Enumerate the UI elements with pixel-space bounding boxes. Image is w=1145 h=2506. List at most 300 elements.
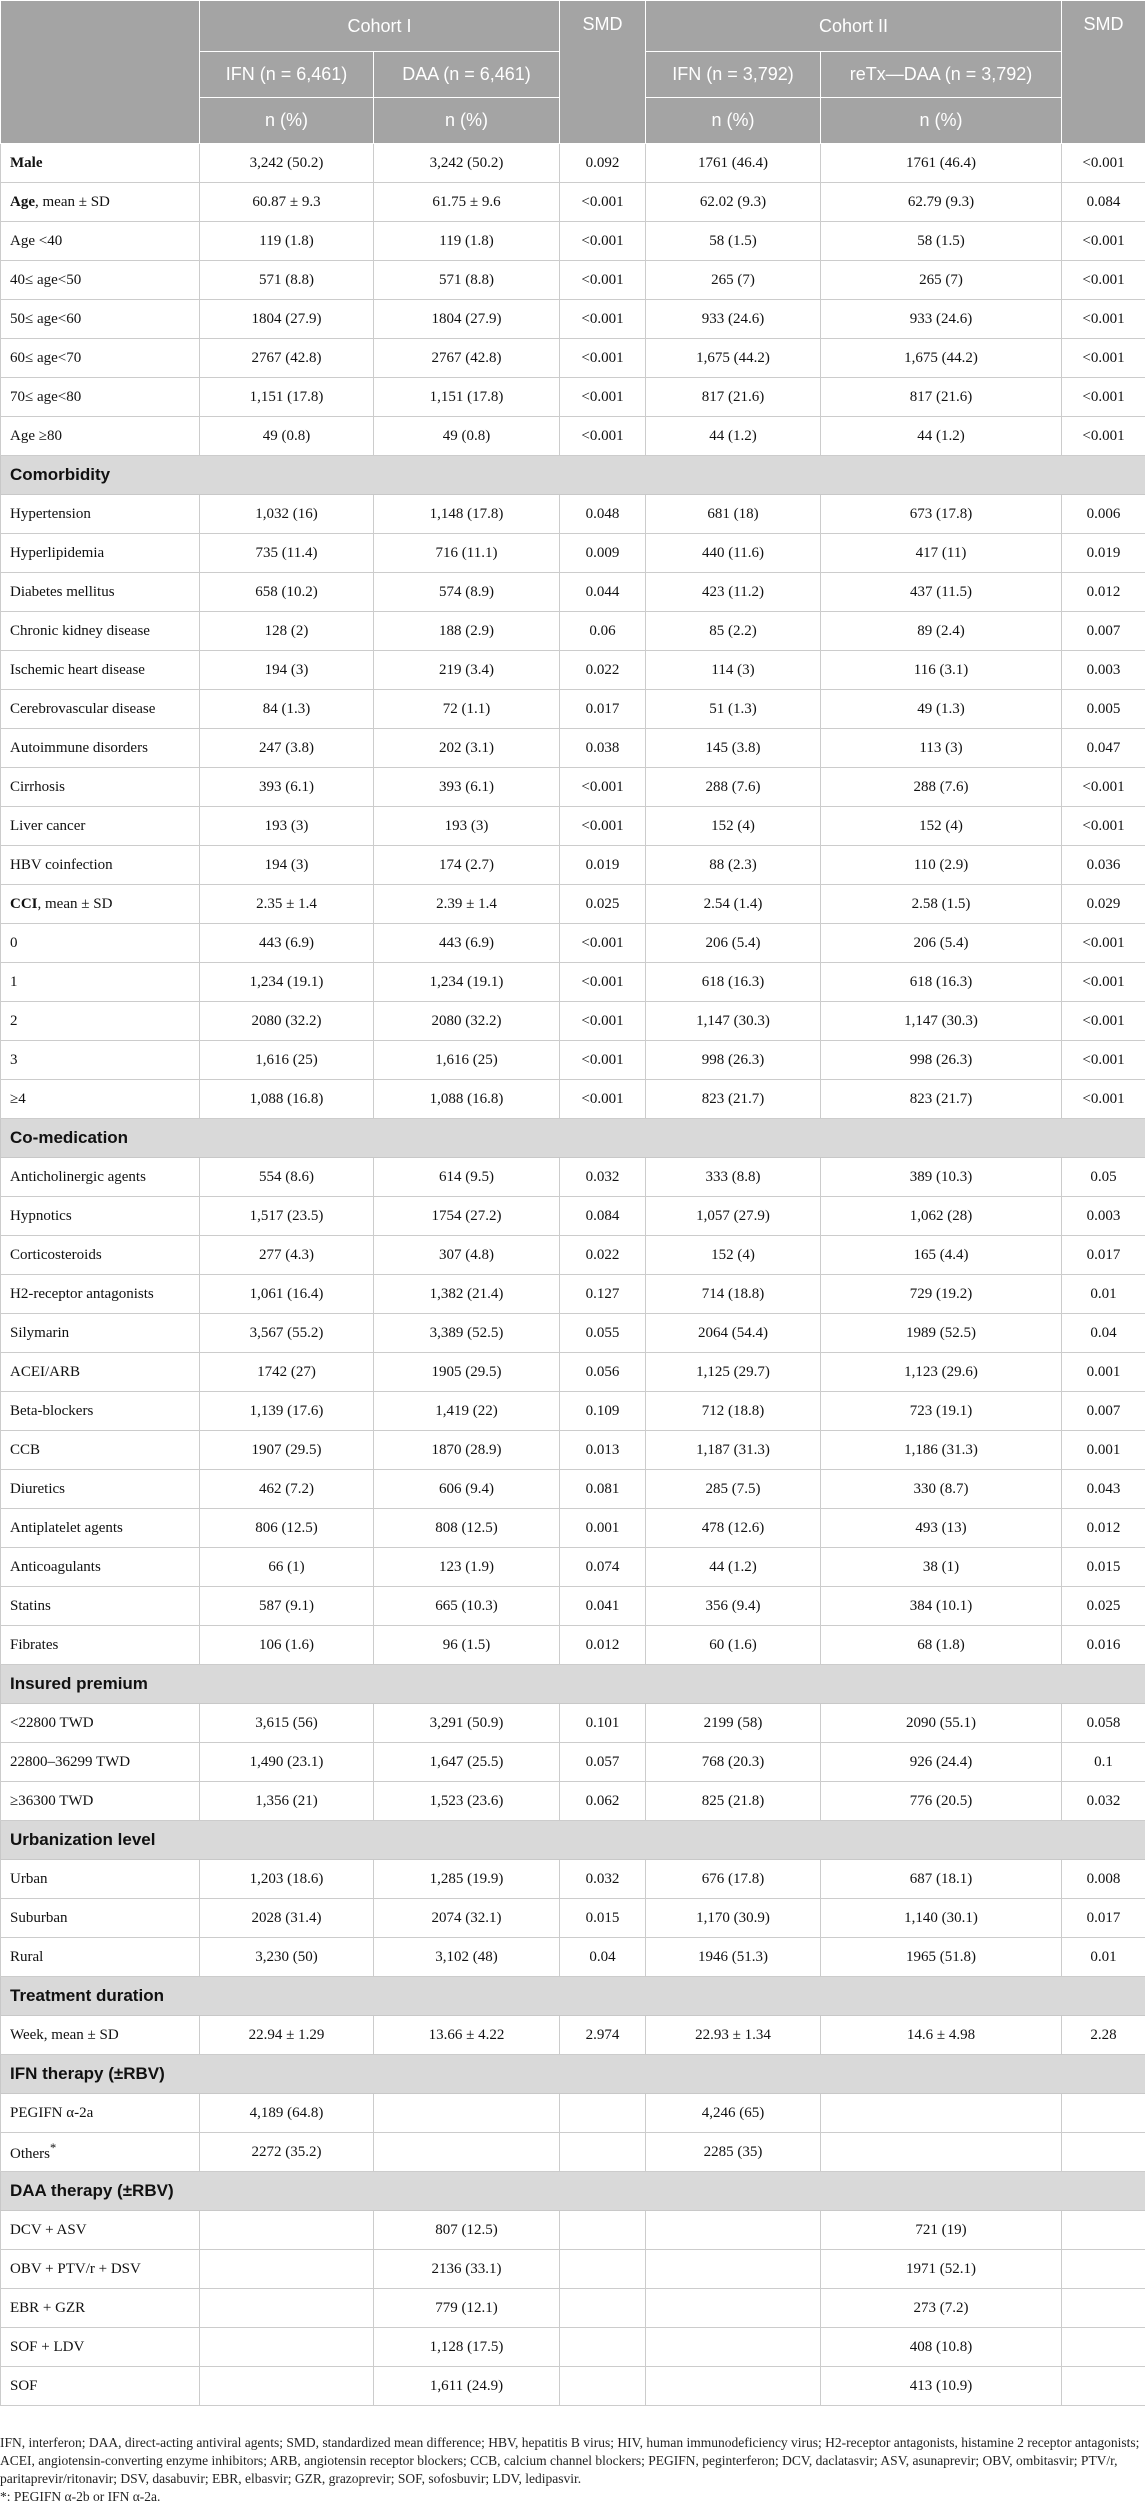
footnote-abbreviations: IFN, interferon; DAA, direct-acting antiviral agents; SMD, standardized mean difference; HBV, hepatitis B virus; HIV, human immunodeficiency virus; H2-receptor antagonists, histamine 2 receptor antagonists; ACEI, angiotensin-converting enzyme inhibitors; ARB, angiotensin receptor blockers; CCB, calcium channel blockers; PEGIFN, peginterferon; DCV, daclatasvir; ASV, asunaprevir; OBV, ombitasvir; PTV/r, paritaprevir/ritonavir; DSV, dasabuvir; EBR, elbasvir; GZR, grazoprevir; SOF, sofosbuvir; LDV, ledipasvir. [0,2434,1140,2488]
table-cell [1062,2328,1145,2367]
table-row [1,2133,1145,2172]
footnote-star [0,2488,1140,2506]
table-row [1,885,1145,924]
row-label [1,534,200,573]
table-cell: 618 (16.3) [821,963,1062,1002]
row-label [1,1860,200,1899]
table-cell: 393 (6.1) [374,768,560,807]
table-cell: <0.001 [560,1041,646,1080]
table-cell: 265 (7) [646,261,821,300]
table-cell: 152 (4) [646,807,821,846]
row-label-text: H2-receptor antagonists [10,1286,154,1302]
row-label-text: ACEI/ARB [10,1364,80,1380]
row-label [1,1899,200,1938]
table-cell: 265 (7) [821,261,1062,300]
table-cell: 96 (1.5) [374,1626,560,1665]
table-cell [1062,2367,1145,2406]
row-label-text: Age ≥80 [10,428,62,444]
table-cell: 0.019 [560,846,646,885]
table-cell: 202 (3.1) [374,729,560,768]
table-cell: 2080 (32.2) [200,1002,374,1041]
section-heading: Urbanization level [1,1821,1145,1860]
table-cell: 0.109 [560,1392,646,1431]
table-cell: 0.056 [560,1353,646,1392]
row-label [1,417,200,456]
table-row [1,2367,1145,2406]
table-cell: <0.001 [1062,1080,1145,1119]
row-label-text: Suburban [10,1910,68,1926]
table-row [1,1431,1145,1470]
table-cell: 62.79 (9.3) [821,183,1062,222]
table-cell: 0.084 [560,1197,646,1236]
table-cell: 807 (12.5) [374,2211,560,2250]
table-cell: 768 (20.3) [646,1743,821,1782]
table-cell: 0.084 [1062,183,1145,222]
table-cell: 998 (26.3) [821,1041,1062,1080]
table-cell: 0.007 [1062,1392,1145,1431]
table-cell: 116 (3.1) [821,651,1062,690]
row-label [1,222,200,261]
table-cell: 2064 (54.4) [646,1314,821,1353]
table-cell: 2074 (32.1) [374,1899,560,1938]
table-cell: 808 (12.5) [374,1509,560,1548]
table-row [1,924,1145,963]
footnote-star-mark: * [0,2489,7,2504]
table-cell: <0.001 [560,963,646,1002]
table-footnotes [0,2434,1140,2506]
row-label [1,2094,200,2133]
table-cell: 2.28 [1062,2016,1145,2055]
table-cell [200,2211,374,2250]
table-cell: 2.35 ± 1.4 [200,885,374,924]
table-header [1,1,1145,144]
table-cell: 825 (21.8) [646,1782,821,1821]
table-cell [1062,2094,1145,2133]
table-cell: <0.001 [1062,963,1145,1002]
table-cell: 85 (2.2) [646,612,821,651]
row-label [1,846,200,885]
table-cell: 1,517 (23.5) [200,1197,374,1236]
table-cell: 1946 (51.3) [646,1938,821,1977]
table-cell: 61.75 ± 9.6 [374,183,560,222]
row-label [1,378,200,417]
table-cell: 0.055 [560,1314,646,1353]
table-cell: 0.038 [560,729,646,768]
table-cell: 806 (12.5) [200,1509,374,1548]
table-cell: 4,189 (64.8) [200,2094,374,2133]
table-cell: 926 (24.4) [821,1743,1062,1782]
table-cell: 0.008 [1062,1860,1145,1899]
table-cell: 2080 (32.2) [374,1002,560,1041]
table-cell: 2272 (35.2) [200,2133,374,2172]
table-cell: 44 (1.2) [646,1548,821,1587]
table-cell: 721 (19) [821,2211,1062,2250]
table-cell: 0.017 [1062,1236,1145,1275]
table-cell: <0.001 [560,261,646,300]
row-label [1,1509,200,1548]
table-cell: 393 (6.1) [200,768,374,807]
row-label [1,1587,200,1626]
row-label-text: Hypertension [10,506,91,522]
table-cell [646,2289,821,2328]
table-row [1,1197,1145,1236]
table-cell: 2.58 (1.5) [821,885,1062,924]
row-label-text: CCB [10,1442,40,1458]
table-cell: 1,061 (16.4) [200,1275,374,1314]
table-row [1,2211,1145,2250]
row-label [1,768,200,807]
row-label-footnote-mark: * [50,2141,56,2155]
table-cell: 49 (0.8) [200,417,374,456]
table-cell: 2.974 [560,2016,646,2055]
table-cell: <0.001 [560,183,646,222]
table-cell: <0.001 [1062,768,1145,807]
table-row [1,339,1145,378]
table-cell: 1754 (27.2) [374,1197,560,1236]
table-cell: <0.001 [1062,222,1145,261]
table-cell: 1,057 (27.9) [646,1197,821,1236]
table-cell: 0.06 [560,612,646,651]
row-label [1,1743,200,1782]
row-label [1,300,200,339]
row-label-text: Hypnotics [10,1208,72,1224]
header-cohort-1-ifn: IFN (n = 6,461) [200,52,374,98]
table-cell: 2.54 (1.4) [646,885,821,924]
table-cell: 3,242 (50.2) [374,144,560,183]
table-cell: 60 (1.6) [646,1626,821,1665]
header-smd-2: SMD [1062,1,1145,144]
table-cell: 152 (4) [821,807,1062,846]
footnote-star-text: : PEGIFN α-2b or IFN α-2a. [7,2489,161,2504]
row-label-text: 40≤ age<50 [10,272,81,288]
table-cell: <0.001 [560,222,646,261]
table-cell: 194 (3) [200,651,374,690]
table-row [1,729,1145,768]
table-cell: 44 (1.2) [821,417,1062,456]
table-cell: 0.003 [1062,651,1145,690]
row-label [1,2211,200,2250]
header-smd-1: SMD [560,1,646,144]
table-cell [200,2367,374,2406]
table-cell: 933 (24.6) [821,300,1062,339]
table-cell: 1,234 (19.1) [374,963,560,1002]
table-cell: 68 (1.8) [821,1626,1062,1665]
table-cell: <0.001 [560,807,646,846]
table-row [1,1275,1145,1314]
table-cell: 1,147 (30.3) [646,1002,821,1041]
table-cell: 0.074 [560,1548,646,1587]
table-row [1,1353,1145,1392]
row-label [1,1197,200,1236]
table-cell: 1,123 (29.6) [821,1353,1062,1392]
table-cell: 3,389 (52.5) [374,1314,560,1353]
row-label-text: EBR + GZR [10,2300,85,2316]
row-label-text: Silymarin [10,1325,69,1341]
table-cell [200,2328,374,2367]
row-label [1,261,200,300]
table-cell: 0.017 [1062,1899,1145,1938]
table-cell: 89 (2.4) [821,612,1062,651]
table-cell: 1,523 (23.6) [374,1782,560,1821]
table-cell: 1,611 (24.9) [374,2367,560,2406]
table-cell: 330 (8.7) [821,1470,1062,1509]
row-label-text: Male [10,155,42,171]
row-label [1,495,200,534]
table-cell: 1804 (27.9) [374,300,560,339]
table-row [1,1860,1145,1899]
row-label-text: Fibrates [10,1637,58,1653]
table-row [1,1041,1145,1080]
row-label [1,651,200,690]
row-label [1,1353,200,1392]
table-cell: 119 (1.8) [374,222,560,261]
table-cell: <0.001 [560,1080,646,1119]
table-cell: 0.022 [560,1236,646,1275]
table-cell: 0.048 [560,495,646,534]
table-cell: 933 (24.6) [646,300,821,339]
row-label [1,807,200,846]
table-cell: <0.001 [560,417,646,456]
table-cell: 193 (3) [200,807,374,846]
table-row [1,534,1145,573]
row-label-text: Cirrhosis [10,779,65,795]
table-cell: 277 (4.3) [200,1236,374,1275]
row-label-text: HBV coinfection [10,857,113,873]
row-label [1,1275,200,1314]
row-label [1,2016,200,2055]
table-cell: 62.02 (9.3) [646,183,821,222]
row-label [1,1626,200,1665]
table-cell: <0.001 [1062,807,1145,846]
table-cell: 423 (11.2) [646,573,821,612]
header-npct-4: n (%) [821,98,1062,144]
table-cell: 687 (18.1) [821,1860,1062,1899]
table-cell: 0.016 [1062,1626,1145,1665]
table-cell: 2028 (31.4) [200,1899,374,1938]
row-label-text: 3 [10,1052,18,1068]
table-cell: 84 (1.3) [200,690,374,729]
row-label [1,885,200,924]
section-heading: Co-medication [1,1119,1145,1158]
row-label-text: Antiplatelet agents [10,1520,123,1536]
row-label [1,339,200,378]
row-label-text: Urban [10,1871,48,1887]
table-row [1,2328,1145,2367]
table-cell: <0.001 [1062,1041,1145,1080]
table-row [1,1938,1145,1977]
table-cell: 712 (18.8) [646,1392,821,1431]
row-label-text: Cerebrovascular disease [10,701,155,717]
section-row [1,2172,1145,2211]
table-cell: 1905 (29.5) [374,1353,560,1392]
table-cell: 1,151 (17.8) [200,378,374,417]
table-cell: 0.044 [560,573,646,612]
table-cell: 1,616 (25) [374,1041,560,1080]
row-label [1,1392,200,1431]
table-cell: 998 (26.3) [646,1041,821,1080]
table-cell: 1,675 (44.2) [821,339,1062,378]
table-cell: 0.092 [560,144,646,183]
table-cell: 0.003 [1062,1197,1145,1236]
table-cell [200,2250,374,2289]
table-cell: 1,187 (31.3) [646,1431,821,1470]
table-cell: 3,102 (48) [374,1938,560,1977]
table-row [1,2250,1145,2289]
row-label [1,144,200,183]
table-cell: 0.062 [560,1782,646,1821]
table-cell [821,2133,1062,2172]
table-cell: <0.001 [1062,339,1145,378]
table-cell: 2767 (42.8) [374,339,560,378]
table-cell: 1,356 (21) [200,1782,374,1821]
row-label-text: Anticholinergic agents [10,1169,146,1185]
table-cell: 114 (3) [646,651,821,690]
table-cell: 1,139 (17.6) [200,1392,374,1431]
table-row [1,222,1145,261]
table-row [1,2094,1145,2133]
table-cell: 0.012 [1062,573,1145,612]
table-cell [1062,2211,1145,2250]
table-row [1,1704,1145,1743]
table-cell: 106 (1.6) [200,1626,374,1665]
row-label-text: 70≤ age<80 [10,389,81,405]
table-cell: 1,088 (16.8) [200,1080,374,1119]
table-cell: <0.001 [1062,1002,1145,1041]
table-cell: 0.006 [1062,495,1145,534]
table-cell: 1,186 (31.3) [821,1431,1062,1470]
table-cell: 1761 (46.4) [646,144,821,183]
table-cell: 3,230 (50) [200,1938,374,1977]
table-row [1,1899,1145,1938]
table-cell: 0.015 [560,1899,646,1938]
row-label-text: 50≤ age<60 [10,311,81,327]
row-label [1,1041,200,1080]
table-cell: 0.013 [560,1431,646,1470]
table-cell: 665 (10.3) [374,1587,560,1626]
table-cell: 554 (8.6) [200,1158,374,1197]
row-label [1,1158,200,1197]
row-label-text: ≥4 [10,1091,26,1107]
table-cell: 0.1 [1062,1743,1145,1782]
table-cell: 735 (11.4) [200,534,374,573]
table-cell: 673 (17.8) [821,495,1062,534]
table-cell: 0.032 [1062,1782,1145,1821]
table-row [1,1392,1145,1431]
row-label-text: CCI [10,896,38,912]
table-row [1,378,1145,417]
table-row [1,1002,1145,1041]
table-cell: 779 (12.1) [374,2289,560,2328]
table-cell: 194 (3) [200,846,374,885]
row-label-text: Autoimmune disorders [10,740,148,756]
table-cell: 3,615 (56) [200,1704,374,1743]
table-cell: 0.05 [1062,1158,1145,1197]
table-cell: 443 (6.9) [200,924,374,963]
section-row [1,2055,1145,2094]
table-cell: 1870 (28.9) [374,1431,560,1470]
table-cell: 0.032 [560,1158,646,1197]
table-cell: 119 (1.8) [200,222,374,261]
table-cell: 128 (2) [200,612,374,651]
row-label-text: SOF [10,2378,38,2394]
table-cell: 1,125 (29.7) [646,1353,821,1392]
table-cell: 49 (1.3) [821,690,1062,729]
table-cell: 14.6 ± 4.98 [821,2016,1062,2055]
table-row [1,2016,1145,2055]
table-row [1,1080,1145,1119]
header-npct-2: n (%) [374,98,560,144]
table-cell: 0.015 [1062,1548,1145,1587]
table-cell: 2090 (55.1) [821,1704,1062,1743]
table-cell [1062,2289,1145,2328]
table-cell: 288 (7.6) [646,768,821,807]
row-label [1,1704,200,1743]
row-label-text: 60≤ age<70 [10,350,81,366]
row-label-text: Chronic kidney disease [10,623,150,639]
section-row [1,1977,1145,2016]
row-label [1,1938,200,1977]
table-cell: 60.87 ± 9.3 [200,183,374,222]
table-cell: 356 (9.4) [646,1587,821,1626]
table-cell [1062,2133,1145,2172]
table-cell: 1,140 (30.1) [821,1899,1062,1938]
table-cell: 1965 (51.8) [821,1938,1062,1977]
table-cell: 443 (6.9) [374,924,560,963]
table-cell: 0.022 [560,651,646,690]
table-row [1,963,1145,1002]
row-label [1,1002,200,1041]
row-label-text: Age [10,194,35,210]
table-cell: <0.001 [560,768,646,807]
row-label-text: ≥36300 TWD [10,1793,93,1809]
table-row [1,417,1145,456]
row-label [1,1080,200,1119]
table-cell: <0.001 [1062,924,1145,963]
table-cell: 165 (4.4) [821,1236,1062,1275]
header-npct-1: n (%) [200,98,374,144]
table-cell [646,2328,821,2367]
table-cell: 113 (3) [821,729,1062,768]
table-row [1,573,1145,612]
row-label-text: Beta-blockers [10,1403,93,1419]
table-cell: 1,490 (23.1) [200,1743,374,1782]
table-cell: 462 (7.2) [200,1470,374,1509]
row-label [1,2289,200,2328]
table-cell: 776 (20.5) [821,1782,1062,1821]
table-row [1,612,1145,651]
table-cell: 0.025 [560,885,646,924]
row-label-text: Others [10,2146,50,2162]
table-row [1,1509,1145,1548]
table-cell: 3,567 (55.2) [200,1314,374,1353]
table-cell: 729 (19.2) [821,1275,1062,1314]
table-cell: 0.101 [560,1704,646,1743]
row-label-text: PEGIFN α-2a [10,2105,93,2121]
section-heading: IFN therapy (±RBV) [1,2055,1145,2094]
row-label [1,612,200,651]
table-body [1,144,1145,2406]
section-heading: Treatment duration [1,1977,1145,2016]
table-cell: 66 (1) [200,1548,374,1587]
table-cell: 0.057 [560,1743,646,1782]
table-cell: 0.081 [560,1470,646,1509]
table-cell: 2136 (33.1) [374,2250,560,2289]
table-cell: 618 (16.3) [646,963,821,1002]
table-cell [560,2289,646,2328]
table-cell: 1,147 (30.3) [821,1002,1062,1041]
table-cell [200,2289,374,2328]
table-row [1,651,1145,690]
